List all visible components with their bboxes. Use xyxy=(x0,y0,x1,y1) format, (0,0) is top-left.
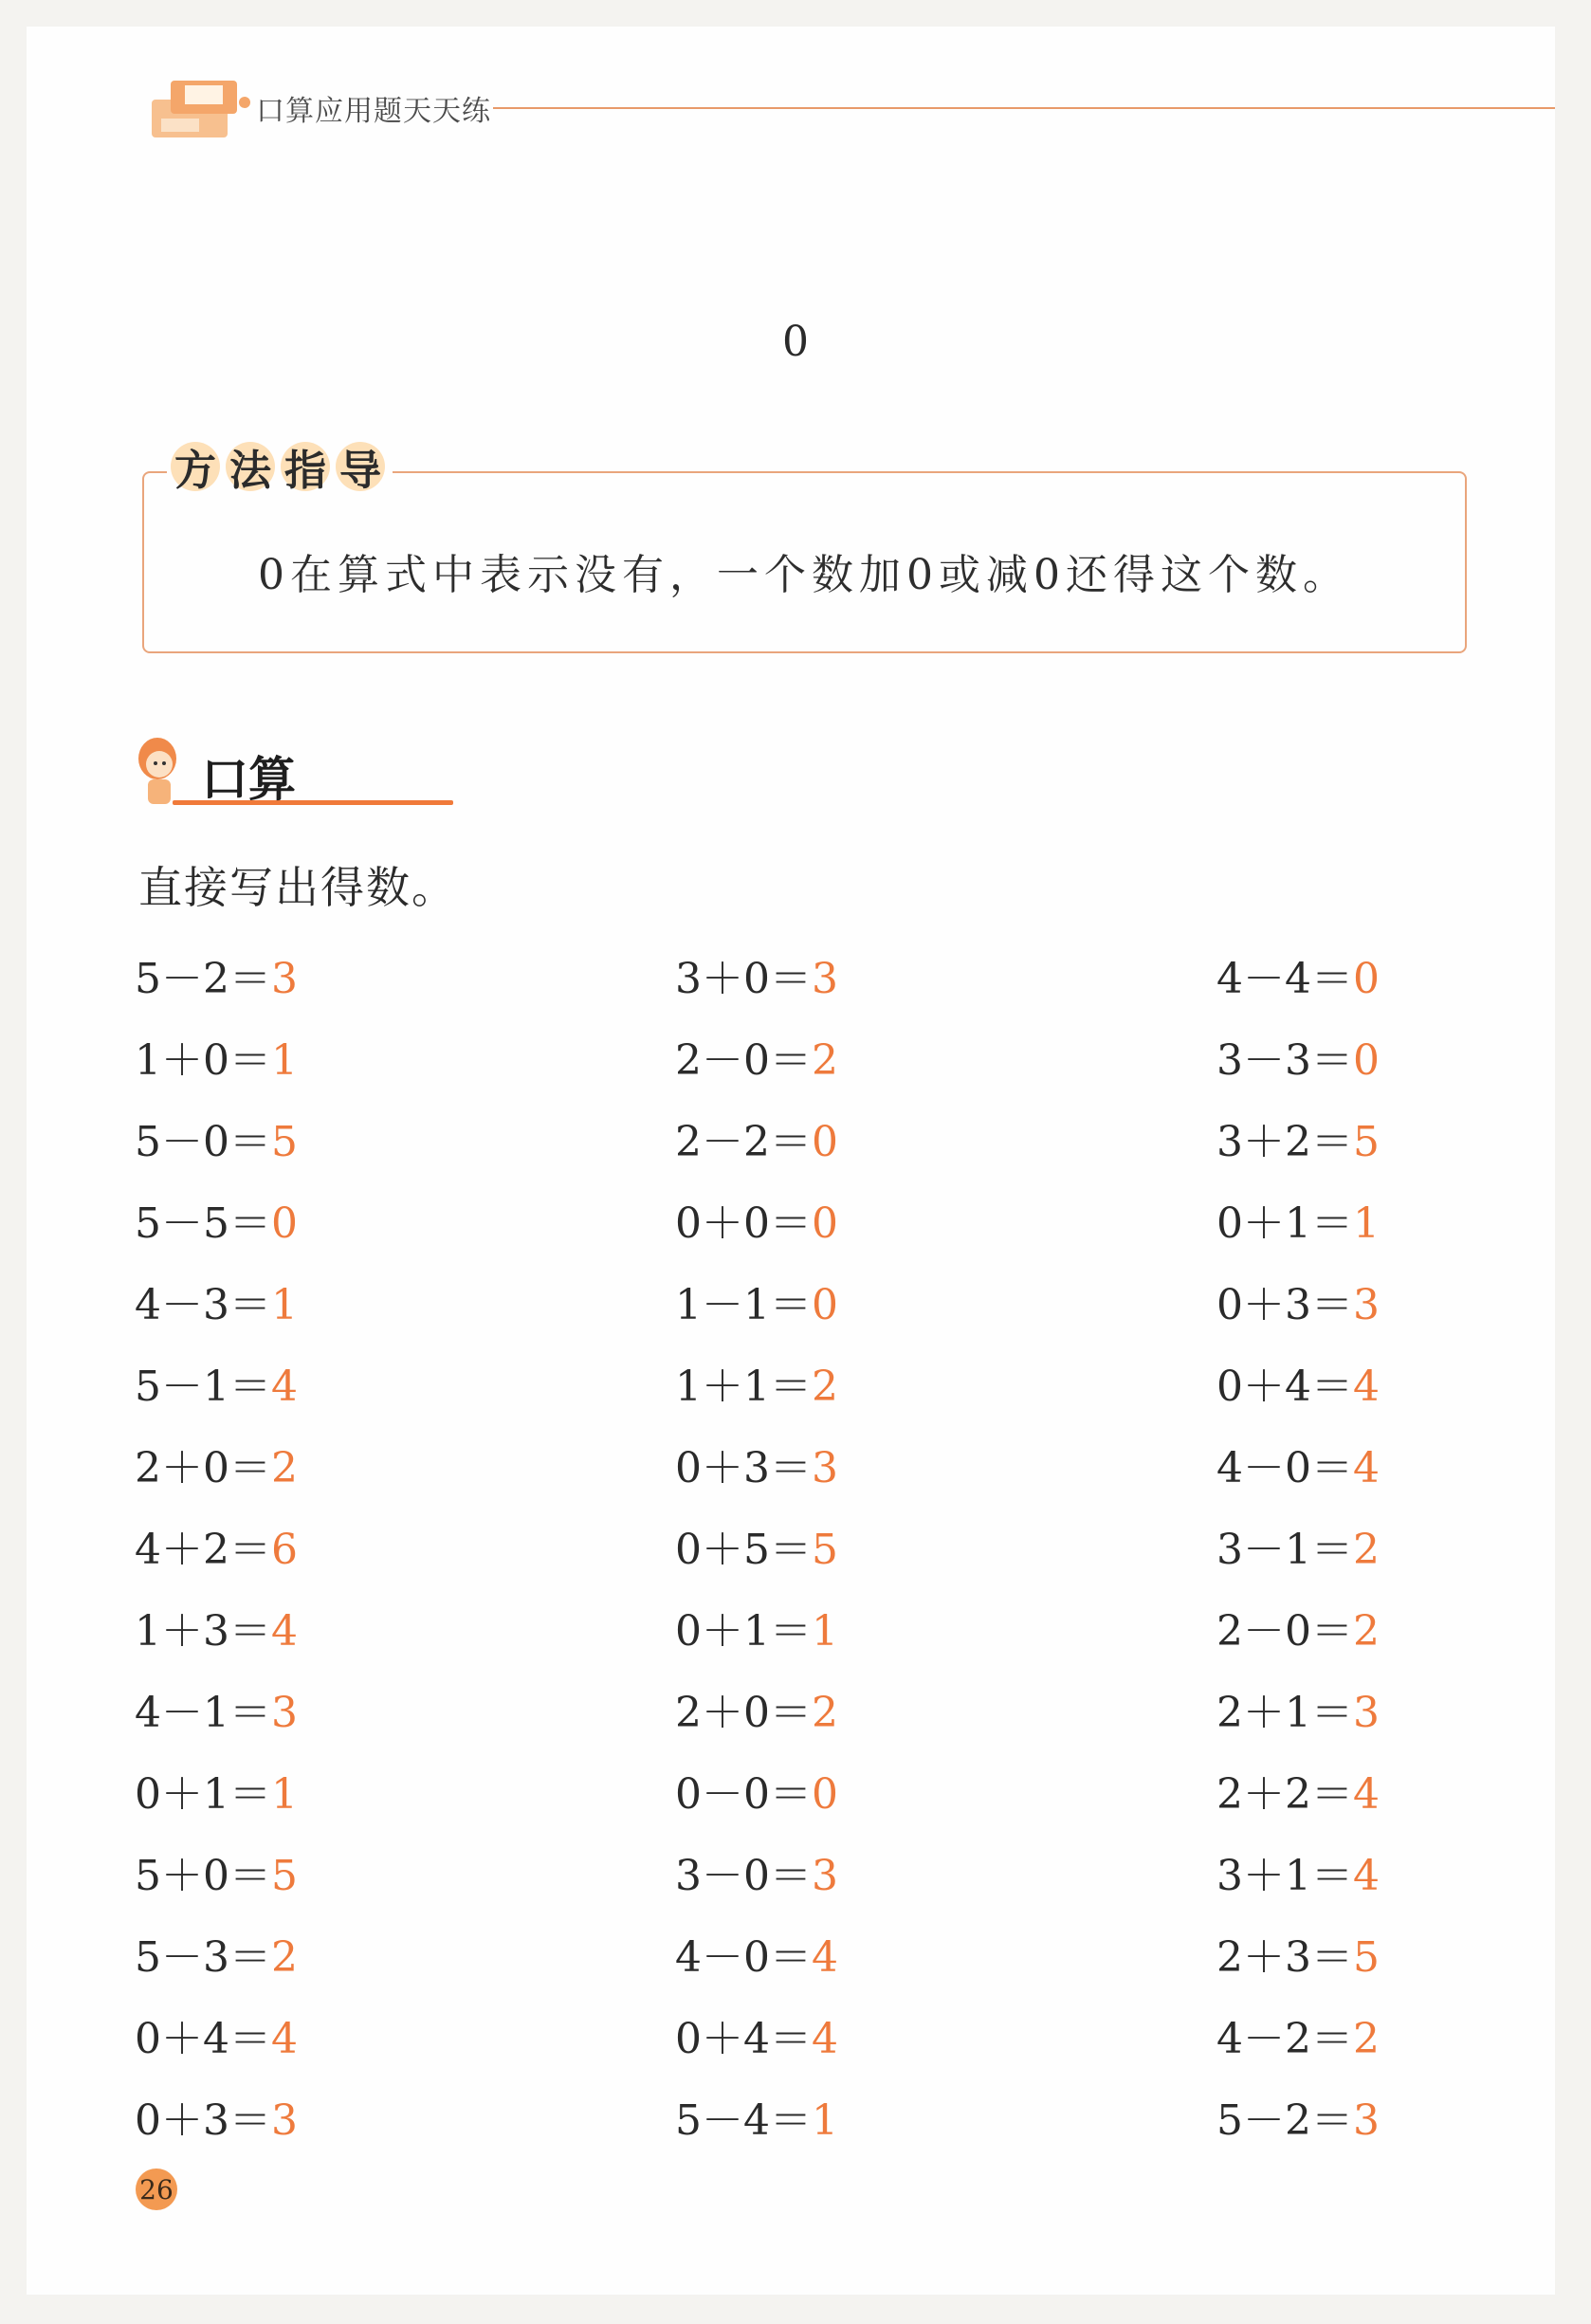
section-label: 口算 xyxy=(201,752,296,807)
problem-answer[interactable]: 2 xyxy=(812,1363,838,1411)
problem-answer[interactable]: 5 xyxy=(271,1852,298,1900)
problem-expression: 0＋4＝ xyxy=(135,2015,271,2063)
problem-answer[interactable]: 5 xyxy=(1353,1118,1380,1166)
problem-expression: 5－3＝ xyxy=(135,1933,271,1982)
problem-row xyxy=(675,1346,838,1428)
problem-answer[interactable]: 1 xyxy=(812,2096,838,2145)
problem-row xyxy=(1216,1591,1380,1673)
problem-row xyxy=(675,1917,838,1999)
problem-row xyxy=(1216,1020,1380,1102)
problem-answer[interactable]: 3 xyxy=(812,1444,838,1492)
problem-expression: 5－5＝ xyxy=(135,1199,271,1248)
problem-row xyxy=(675,1836,838,1917)
problem-row xyxy=(135,1265,298,1346)
problem-expression: 4－2＝ xyxy=(1216,2015,1353,2063)
problem-answer[interactable]: 5 xyxy=(812,1526,838,1574)
problem-answer[interactable]: 4 xyxy=(1353,1770,1380,1819)
problem-answer[interactable]: 3 xyxy=(271,1689,298,1737)
header-title: 口算应用题天天练 xyxy=(256,95,491,128)
problem-row xyxy=(1216,1917,1380,1999)
problem-answer[interactable]: 2 xyxy=(812,1689,838,1737)
problem-expression: 1＋0＝ xyxy=(135,1036,271,1085)
method-title-char: 指 xyxy=(281,442,330,491)
problem-answer[interactable]: 3 xyxy=(1353,1689,1380,1737)
problem-expression: 0＋1＝ xyxy=(135,1770,271,1819)
problem-row xyxy=(135,2080,298,2162)
problem-row xyxy=(135,1183,298,1265)
problem-expression: 4－0＝ xyxy=(675,1933,812,1982)
problem-row xyxy=(1216,2080,1380,2162)
problem-expression: 0＋1＝ xyxy=(1216,1199,1353,1248)
problem-answer[interactable]: 0 xyxy=(812,1770,838,1819)
problem-expression: 3＋0＝ xyxy=(675,955,812,1003)
problem-expression: 5－2＝ xyxy=(1216,2096,1353,2145)
problem-row xyxy=(1216,1183,1380,1265)
problem-answer[interactable]: 1 xyxy=(271,1281,298,1329)
problem-answer[interactable]: 2 xyxy=(812,1036,838,1085)
problem-row xyxy=(1216,1428,1380,1510)
problem-row xyxy=(675,1020,838,1102)
problem-expression: 1＋1＝ xyxy=(675,1363,812,1411)
problem-answer[interactable]: 3 xyxy=(1353,2096,1380,2145)
problem-column xyxy=(1216,939,1380,2162)
problem-row xyxy=(1216,1346,1380,1428)
problem-row xyxy=(675,1102,838,1183)
problem-row xyxy=(1216,1673,1380,1754)
problem-row xyxy=(1216,1754,1380,1836)
problem-expression: 2＋3＝ xyxy=(1216,1933,1353,1982)
problem-answer[interactable]: 3 xyxy=(1353,1281,1380,1329)
problem-expression: 0＋5＝ xyxy=(675,1526,812,1574)
problem-answer[interactable]: 2 xyxy=(1353,1526,1380,1574)
method-guide-title xyxy=(167,438,393,495)
problem-expression: 0＋0＝ xyxy=(675,1199,812,1248)
method-guide-text: 0在算式中表示没有，一个数加0或减0还得这个数。 xyxy=(258,551,1350,599)
problem-answer[interactable]: 5 xyxy=(1353,1933,1380,1982)
problem-answer[interactable]: 0 xyxy=(812,1199,838,1248)
problem-answer[interactable]: 2 xyxy=(271,1933,298,1982)
problem-expression: 5＋0＝ xyxy=(135,1852,271,1900)
instruction-text: 直接写出得数。 xyxy=(138,862,457,913)
problem-answer[interactable]: 2 xyxy=(1353,2015,1380,2063)
problem-expression: 5－4＝ xyxy=(675,2096,812,2145)
problem-answer[interactable]: 1 xyxy=(812,1607,838,1656)
problem-row xyxy=(675,1999,838,2080)
problem-expression: 4－0＝ xyxy=(1216,1444,1353,1492)
problem-expression: 3－0＝ xyxy=(675,1852,812,1900)
problem-row xyxy=(135,1428,298,1510)
problem-row xyxy=(135,1673,298,1754)
problem-expression: 4＋2＝ xyxy=(135,1526,271,1574)
book-stack-logo-icon xyxy=(142,66,265,152)
problem-answer[interactable]: 3 xyxy=(271,955,298,1003)
problem-row xyxy=(135,1754,298,1836)
problem-row xyxy=(675,1754,838,1836)
problem-row xyxy=(135,1917,298,1999)
problem-row xyxy=(135,1102,298,1183)
section-heading xyxy=(135,730,324,815)
problem-answer[interactable]: 3 xyxy=(812,1852,838,1900)
problem-column xyxy=(135,939,298,2162)
problem-expression: 3＋2＝ xyxy=(1216,1118,1353,1166)
problem-expression: 2＋1＝ xyxy=(1216,1689,1353,1737)
problem-expression: 3－1＝ xyxy=(1216,1526,1353,1574)
problem-expression: 3－3＝ xyxy=(1216,1036,1353,1085)
problem-row xyxy=(1216,1836,1380,1917)
problem-expression: 4－1＝ xyxy=(135,1689,271,1737)
problem-expression: 2－0＝ xyxy=(675,1036,812,1085)
problem-expression: 5－1＝ xyxy=(135,1363,271,1411)
problem-answer[interactable]: 1 xyxy=(271,1036,298,1085)
problem-answer[interactable]: 6 xyxy=(271,1526,298,1574)
method-title-char: 法 xyxy=(226,442,275,491)
header-rule xyxy=(493,107,1555,109)
problem-row xyxy=(135,1020,298,1102)
problem-expression: 5－0＝ xyxy=(135,1118,271,1166)
problem-answer[interactable]: 3 xyxy=(812,955,838,1003)
problem-expression: 2＋2＝ xyxy=(1216,1770,1353,1819)
problem-row xyxy=(1216,1102,1380,1183)
problem-answer[interactable]: 4 xyxy=(812,2015,838,2063)
problem-answer[interactable]: 5 xyxy=(271,1118,298,1166)
problem-row xyxy=(1216,1265,1380,1346)
page-number-badge: 26 xyxy=(136,2168,177,2210)
problem-expression: 2＋0＝ xyxy=(675,1689,812,1737)
problem-answer[interactable]: 4 xyxy=(1353,1363,1380,1411)
problem-answer[interactable]: 0 xyxy=(812,1118,838,1166)
problem-answer[interactable]: 4 xyxy=(1353,1444,1380,1492)
problem-expression: 3＋1＝ xyxy=(1216,1852,1353,1900)
problem-expression: 4－3＝ xyxy=(135,1281,271,1329)
problem-expression: 5－2＝ xyxy=(135,955,271,1003)
problem-column xyxy=(675,939,838,2162)
problem-answer[interactable]: 0 xyxy=(812,1281,838,1329)
problem-row xyxy=(675,1673,838,1754)
problem-row xyxy=(135,1999,298,2080)
problem-answer[interactable]: 2 xyxy=(271,1444,298,1492)
problem-row xyxy=(135,1591,298,1673)
problem-expression: 1－1＝ xyxy=(675,1281,812,1329)
problem-expression: 0＋4＝ xyxy=(675,2015,812,2063)
lesson-title: 0 xyxy=(782,318,809,366)
problem-row xyxy=(675,2080,838,2162)
problem-row xyxy=(135,939,298,1020)
problem-expression: 0＋3＝ xyxy=(1216,1281,1353,1329)
problem-row xyxy=(1216,939,1380,1020)
problem-row xyxy=(675,1591,838,1673)
problem-row xyxy=(675,1510,838,1591)
problem-expression: 2－2＝ xyxy=(675,1118,812,1166)
problem-expression: 0＋3＝ xyxy=(675,1444,812,1492)
problem-expression: 0＋1＝ xyxy=(675,1607,812,1656)
problem-row xyxy=(675,1183,838,1265)
problem-row xyxy=(675,939,838,1020)
problem-answer[interactable]: 0 xyxy=(1353,1036,1380,1085)
problem-row xyxy=(135,1346,298,1428)
problem-expression: 4－4＝ xyxy=(1216,955,1353,1003)
problem-answer[interactable]: 4 xyxy=(812,1933,838,1982)
problem-answer[interactable]: 3 xyxy=(271,2096,298,2145)
problem-expression: 2－0＝ xyxy=(1216,1607,1353,1656)
problem-expression: 1＋3＝ xyxy=(135,1607,271,1656)
problem-row xyxy=(675,1265,838,1346)
problem-expression: 0－0＝ xyxy=(675,1770,812,1819)
problem-row xyxy=(1216,1510,1380,1591)
problem-answer[interactable]: 0 xyxy=(1353,955,1380,1003)
problem-row xyxy=(675,1428,838,1510)
method-title-char: 方 xyxy=(171,442,220,491)
problem-row xyxy=(1216,1999,1380,2080)
problem-answer[interactable]: 4 xyxy=(271,1363,298,1411)
problem-answer[interactable]: 4 xyxy=(271,2015,298,2063)
problem-expression: 2＋0＝ xyxy=(135,1444,271,1492)
problem-expression: 0＋4＝ xyxy=(1216,1363,1353,1411)
problem-answer[interactable]: 4 xyxy=(271,1607,298,1656)
method-title-char: 导 xyxy=(336,442,385,491)
problem-answer[interactable]: 0 xyxy=(271,1199,298,1248)
problem-answer[interactable]: 4 xyxy=(1353,1852,1380,1900)
problem-answer[interactable]: 2 xyxy=(1353,1607,1380,1656)
problem-expression: 0＋3＝ xyxy=(135,2096,271,2145)
problem-row xyxy=(135,1836,298,1917)
problem-answer[interactable]: 1 xyxy=(271,1770,298,1819)
problem-row xyxy=(135,1510,298,1591)
problem-answer[interactable]: 1 xyxy=(1353,1199,1380,1248)
